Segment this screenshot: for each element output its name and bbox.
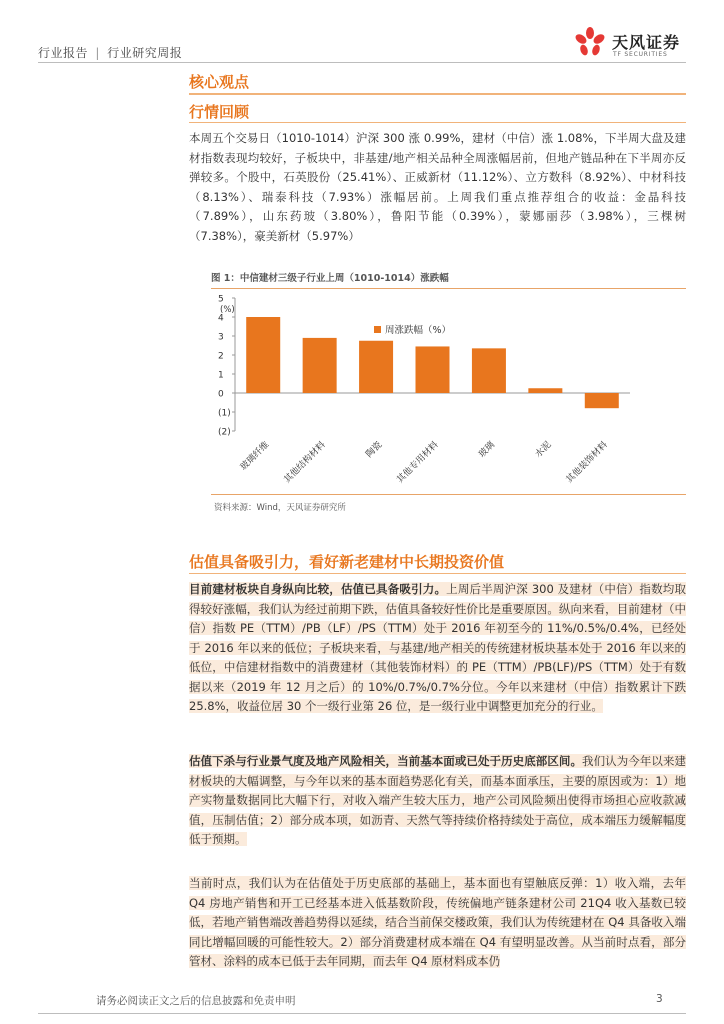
x-tick-label: 玻璃 [477, 440, 498, 460]
y-tick-label: 5 [218, 294, 224, 305]
bar-2 [359, 341, 393, 393]
flower-logo-icon [572, 26, 608, 60]
x-tick-label: 其他结构材料 [282, 440, 328, 486]
outlook-paragraph-body: 当前时点，我们认为在估值处于历史底部的基础上，基本面也有望触底反弹：1）收入端，去年 Q4 房地产销售和开工已经基本进入低基数阶段，传统偏地产链条建材公司 21Q4 收入基数已较低，若地产销售端改善趋势得以延续，结合当前保交楼政策，我们认为传统建材在 Q4 具备收入端同比增幅回暖的可能性较大。2）部分消费建材成本端在 Q4 有望明显改善。从当前时点看，部分管材、涂料的成本已低于去年同期，而去年 Q4 原材料成本仍 [189, 876, 686, 968]
section-rule-market-review [189, 122, 686, 123]
y-axis-unit: (%) [220, 305, 235, 315]
fundamentals-paragraph [189, 752, 686, 850]
bar-6 [585, 393, 619, 408]
header-divider [38, 62, 686, 63]
bar-3 [416, 346, 450, 393]
x-tick-label: 水泥 [533, 440, 554, 460]
page-header [0, 0, 724, 64]
page-number: 3 [656, 993, 663, 1005]
figure-bottom-rule [211, 494, 686, 495]
bar-1 [303, 338, 337, 393]
outlook-paragraph [189, 874, 686, 972]
report-name: 行业研究周报 [107, 46, 183, 60]
figure-source: 资料来源：Wind，天风证券研究所 [214, 503, 346, 513]
header-separator: | [95, 46, 100, 60]
company-logo [572, 24, 692, 62]
footer-divider [38, 1013, 686, 1014]
bar-chart [190, 290, 680, 500]
y-tick-label: 0 [218, 389, 224, 400]
section-rule-core-view [189, 93, 686, 95]
y-tick-label: (1) [218, 408, 231, 419]
y-tick-label: 2 [218, 351, 224, 362]
section-title-market-review: 行情回顾 [189, 103, 250, 121]
market-review-paragraph: 本周五个交易日（1010-1014）沪深 300 涨 0.99%，建材（中信）涨 1.08%，下半周大盘及建材指数表现均较好，子板块中，非基建/地产相关品种全周涨幅居前，但地产链品种在下半周亦反弹较多。个股中，石英股份（25.41%）、正威新材（11.12%）、立方数科（8.92%）、中材科技（8.13%）、瑞泰科技（7.93%）涨幅居前。上周我们重点推荐组合的收益：金晶科技（7.89%），山东药玻（3.80%），鲁阳节能（0.39%），蒙娜丽莎（3.98%），三棵树（7.38%），豪美新材（5.97%） [189, 131, 686, 243]
section-title-core-view: 核心观点 [189, 73, 250, 91]
bar-5 [528, 388, 562, 393]
report-type: 行业报告 [38, 46, 89, 60]
legend-swatch [374, 326, 381, 333]
valuation-paragraph [189, 580, 686, 717]
x-tick-label: 其他装饰材料 [564, 440, 610, 486]
x-tick-label: 其他专用材料 [395, 440, 441, 486]
logo-name: 天风证券 [612, 33, 681, 52]
valuation-paragraph-body: 上周后半周沪深 300 及建材（中信）指数均取得较好涨幅，我们认为经过前期下跌，估值具备较好性价比是重要原因。纵向来看，目前建材（中信）指数 PE（TTM）/PB（LF）/PS（TTM）处于 2016 年初至今的 11%/0.5%/0.4%，已经处于 2016 年以来的低位；子板块来看，与基建/地产相关的传统建材板块基本处于 2016 年以来的低位，中信建材指数中的消费建材（其他装饰材料）的 PE（TTM）/PB(LF)/PS（TTM）处于有数据以来（2019 年 12 月之后）的 10%/0.7%/0.7%分位。今年以来建材（中信）指数累计下跌 25.8%，收益位居 30 个一级行业第 26 位，是一级行业中调整更加充分的行业。 [189, 582, 686, 713]
x-tick-label: 玻璃纤维 [238, 440, 272, 473]
figure-title: 图 1：中信建材三级子行业上周（1010-1014）涨跌幅 [211, 273, 449, 284]
valuation-paragraph-lead: 目前建材板块自身纵向比较，估值已具备吸引力。 [189, 582, 447, 596]
figure-top-rule [211, 288, 686, 289]
y-tick-label: 4 [218, 313, 224, 324]
footer-disclaimer: 请务必阅读正文之后的信息披露和免责申明 [96, 995, 296, 1007]
y-tick-label: 1 [218, 370, 224, 381]
logo-subtitle: TF SECURITIES [613, 51, 668, 58]
y-tick-label: (2) [218, 427, 231, 438]
bar-4 [472, 348, 506, 393]
fundamentals-paragraph-body: 我们认为今年以来建材板块的大幅调整，与今年以来的基本面趋势恶化有关，而基本面承压，主要的原因或为：1）地产实物量数据同比大幅下行，对收入端产生较大压力，地产公司风险频出使得市场担心应收款减值，压制估值；2）部分成本项，如沥青、天然气等持续价格持续处于高位，成本端压力缓解幅度低于预期。 [189, 754, 687, 846]
section-title-valuation: 估值具备吸引力，看好新老建材中长期投资价值 [189, 553, 505, 571]
fundamentals-paragraph-lead: 估值下杀与行业景气度及地产风险相关，当前基本面或已处于历史底部区间。 [189, 754, 583, 768]
x-tick-label: 陶瓷 [364, 440, 385, 460]
bar-0 [246, 317, 280, 393]
y-tick-label: 3 [218, 332, 224, 343]
section-rule-valuation [189, 573, 686, 574]
legend-label: 周涨跌幅（%） [385, 325, 452, 336]
header-breadcrumb [38, 44, 182, 61]
